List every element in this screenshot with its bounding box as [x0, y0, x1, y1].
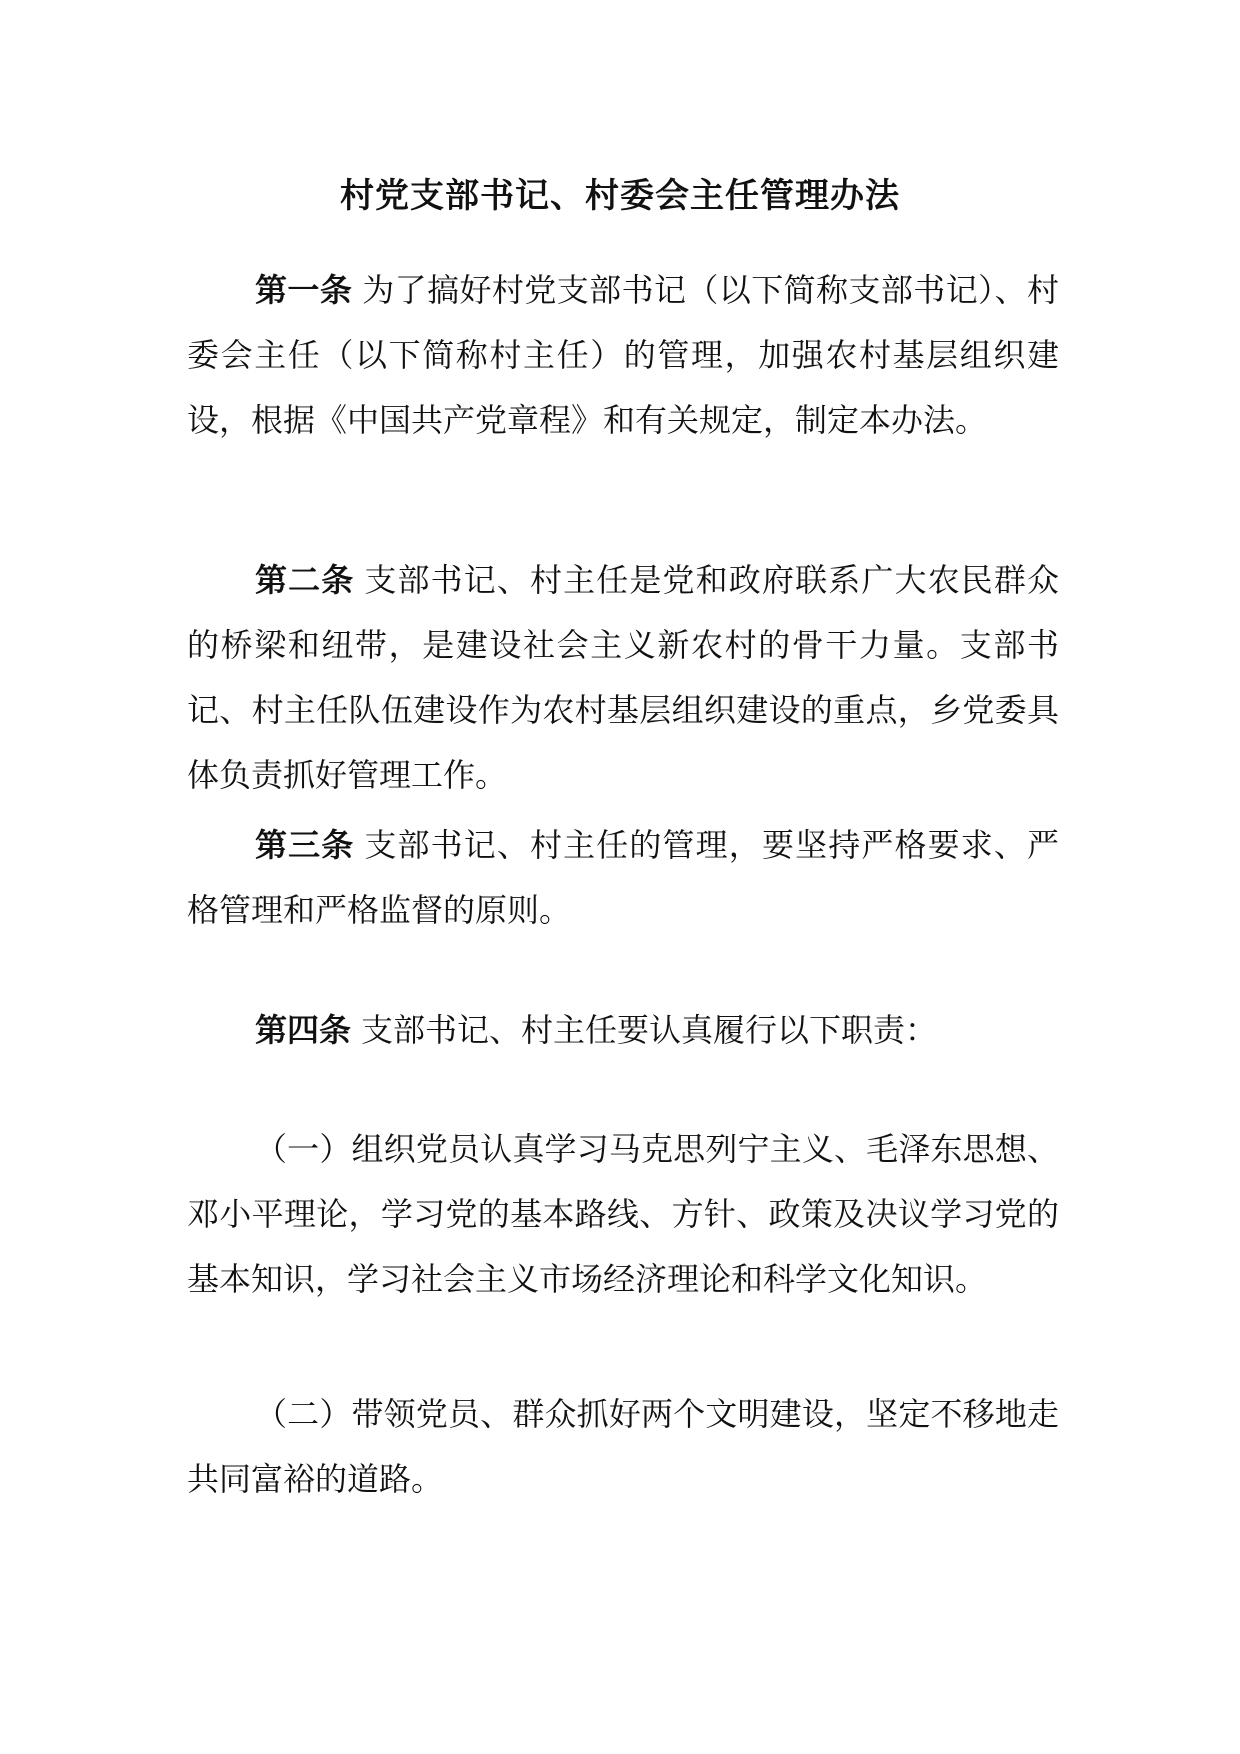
article-1-text: 为了搞好村党支部书记（以下简称支部书记）、村委会主任（以下简称村主任）的管理，加强农村基层组织建设，根据《中国共产党章程》和有关规定，制定本办法。: [187, 271, 1059, 439]
article-4-text: 支部书记、村主任要认真履行以下职责：: [361, 1011, 938, 1049]
article-4-label: 第四条: [255, 1011, 352, 1049]
article-3: [187, 813, 1059, 943]
article-2-text: 支部书记、村主任是党和政府联系广大农民群众的桥梁和纽带，是建设社会主义新农村的骨干力量。支部书记、村主任队伍建设作为农村基层组织建设的重点，乡党委具体负责抓好管理工作。: [187, 561, 1059, 794]
document-title: 村党支部书记、村委会主任管理办法: [340, 176, 900, 216]
duty-item-2: （二）带领党员、群众抓好两个文明建设，坚定不移地走共同富裕的道路。: [187, 1395, 1059, 1498]
article-1: [187, 258, 1059, 453]
article-2: [187, 548, 1059, 808]
article-3-text: 支部书记、村主任的管理，要坚持严格要求、严格管理和严格监督的原则。: [187, 826, 1059, 929]
article-4: [187, 998, 1059, 1063]
article-2-label: 第二条: [255, 561, 355, 599]
duty-item-1: （一）组织党员认真学习马克思列宁主义、毛泽东思想、邓小平理论，学习党的基本路线、方针、政策及决议学习党的基本知识，学习社会主义市场经济理论和科学文化知识。: [187, 1130, 1059, 1298]
article-1-label: 第一条: [255, 271, 353, 309]
article-3-label: 第三条: [255, 826, 355, 864]
